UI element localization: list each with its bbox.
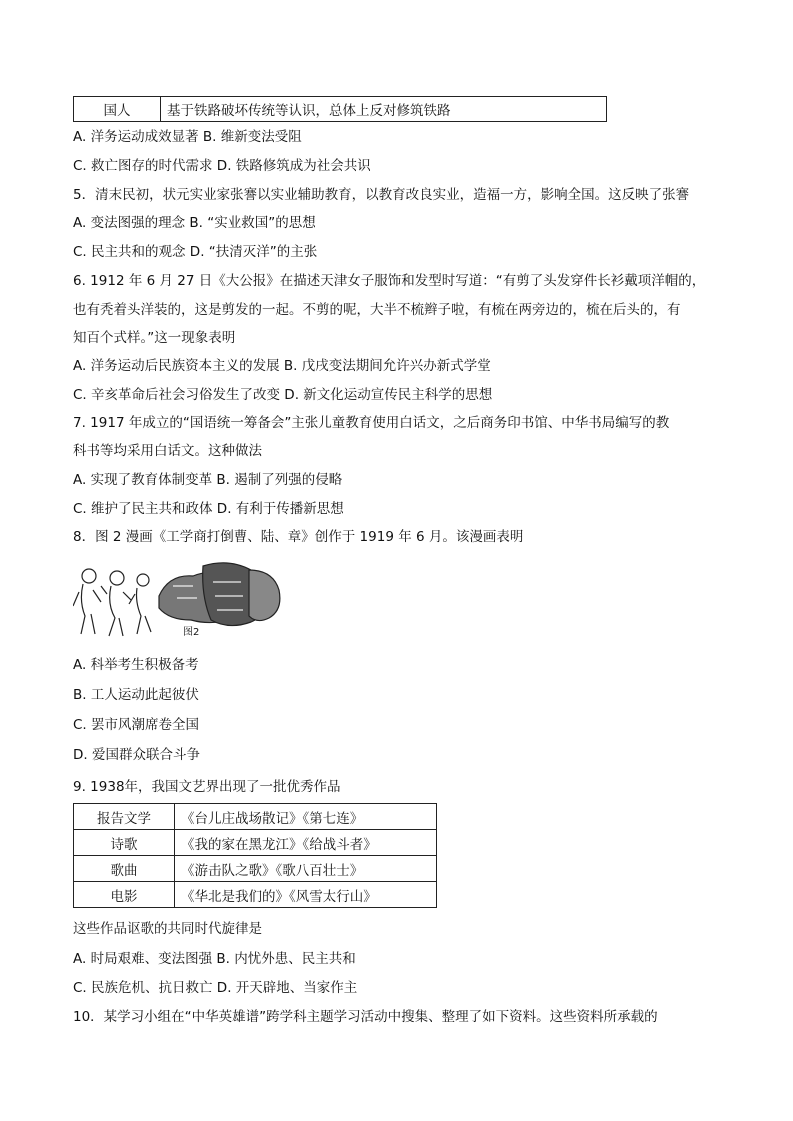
q9-stem: 9. 1938年，我国文艺界出现了一批优秀作品 (73, 779, 341, 795)
table-cell-works: 《台儿庄战场散记》《第七连》 (175, 804, 437, 830)
works-table (73, 803, 437, 908)
table-cell-category: 歌曲 (74, 856, 175, 882)
q6-stem-line2: 也有秃着头洋装的，这是剪发的一起。不剪的呢，大半不梳辫子啦，有梳在两旁边的，梳在后头的，有 (73, 302, 681, 318)
q8-option-a: A. 科举考生积极备考 (73, 657, 199, 673)
q5-options-cd: C. 民主共和的观念 D. “扶清灭洋”的主张 (73, 244, 318, 260)
table-cell-works: 《游击队之歌》《歌八百壮士》 (175, 856, 437, 882)
q4-options-cd: C. 救亡图存的时代需求 D. 铁路修筑成为社会共识 (73, 158, 371, 174)
cartoon-fists (159, 563, 280, 626)
q9-options-ab: A. 时局艰难、变法图强 B. 内忧外患、民主共和 (73, 951, 356, 967)
figure-caption: 图2 (183, 627, 200, 638)
q7-stem-line2: 科书等均采用白话文。这种做法 (73, 443, 262, 459)
q6-stem-line3: 知百个式样。”这一现象表明 (73, 330, 236, 346)
cartoon-figure (73, 556, 283, 640)
table-cell-category: 电影 (74, 882, 175, 908)
q7-options-cd: C. 维护了民主共和政体 D. 有利于传播新思想 (73, 501, 344, 517)
q4-options-ab: A. 洋务运动成效显著 B. 维新变法受阻 (73, 129, 302, 145)
top-table (73, 96, 607, 122)
table-row (74, 97, 607, 122)
q9-after-table: 这些作品讴歌的共同时代旋律是 (73, 921, 262, 937)
q5-options-ab: A. 变法图强的理念 B. “实业救国”的思想 (73, 215, 316, 231)
table-cell-category: 诗歌 (74, 830, 175, 856)
q6-options-ab: A. 洋务运动后民族资本主义的发展 B. 戊戌变法期间允许兴办新式学堂 (73, 358, 491, 374)
q7-stem-line1: 7. 1917 年成立的“国语统一筹备会”主张儿童教育使用白话文，之后商务印书馆、中华书局编写的教 (73, 415, 670, 431)
table-cell-label: 国人 (74, 97, 161, 122)
cartoon-figures-left (73, 569, 151, 636)
table-cell-works: 《华北是我们的》《风雪太行山》 (175, 882, 437, 908)
table-row (74, 856, 437, 882)
q8-option-b: B. 工人运动此起彼伏 (73, 687, 199, 703)
q10-stem: 10．某学习小组在“中华英雄谱”跨学科主题学习活动中搜集、整理了如下资料。这些资料所承载的 (73, 1009, 658, 1025)
q6-stem-line1: 6. 1912 年 6 月 27 日《大公报》在描述天津女子服饰和发型时写道：“有剪了头发穿件长衫戴项洋帽的， (73, 273, 706, 289)
table-cell-works: 《我的家在黑龙江》《给战斗者》 (175, 830, 437, 856)
table-cell-category: 报告文学 (74, 804, 175, 830)
table-row (74, 882, 437, 908)
table-row (74, 804, 437, 830)
q7-options-ab: A. 实现了教育体制变革 B. 遏制了列强的侵略 (73, 472, 343, 488)
q5-stem: 5．清末民初，状元实业家张謇以实业辅助教育，以教育改良实业，造福一方，影响全国。这反映了张謇 (73, 187, 690, 203)
q8-stem: 8．图 2 漫画《工学商打倒曹、陆、章》创作于 1919 年 6 月。该漫画表明 (73, 529, 524, 545)
q8-option-d: D. 爱国群众联合斗争 (73, 747, 200, 763)
q6-options-cd: C. 辛亥革命后社会习俗发生了改变 D. 新文化运动宣传民主科学的思想 (73, 387, 493, 403)
q9-options-cd: C. 民族危机、抗日救亡 D. 开天辟地、当家作主 (73, 980, 358, 996)
table-cell-content: 基于铁路破坏传统等认识，总体上反对修筑铁路 (161, 97, 607, 122)
table-row (74, 830, 437, 856)
q8-option-c: C. 罢市风潮席卷全国 (73, 717, 200, 733)
